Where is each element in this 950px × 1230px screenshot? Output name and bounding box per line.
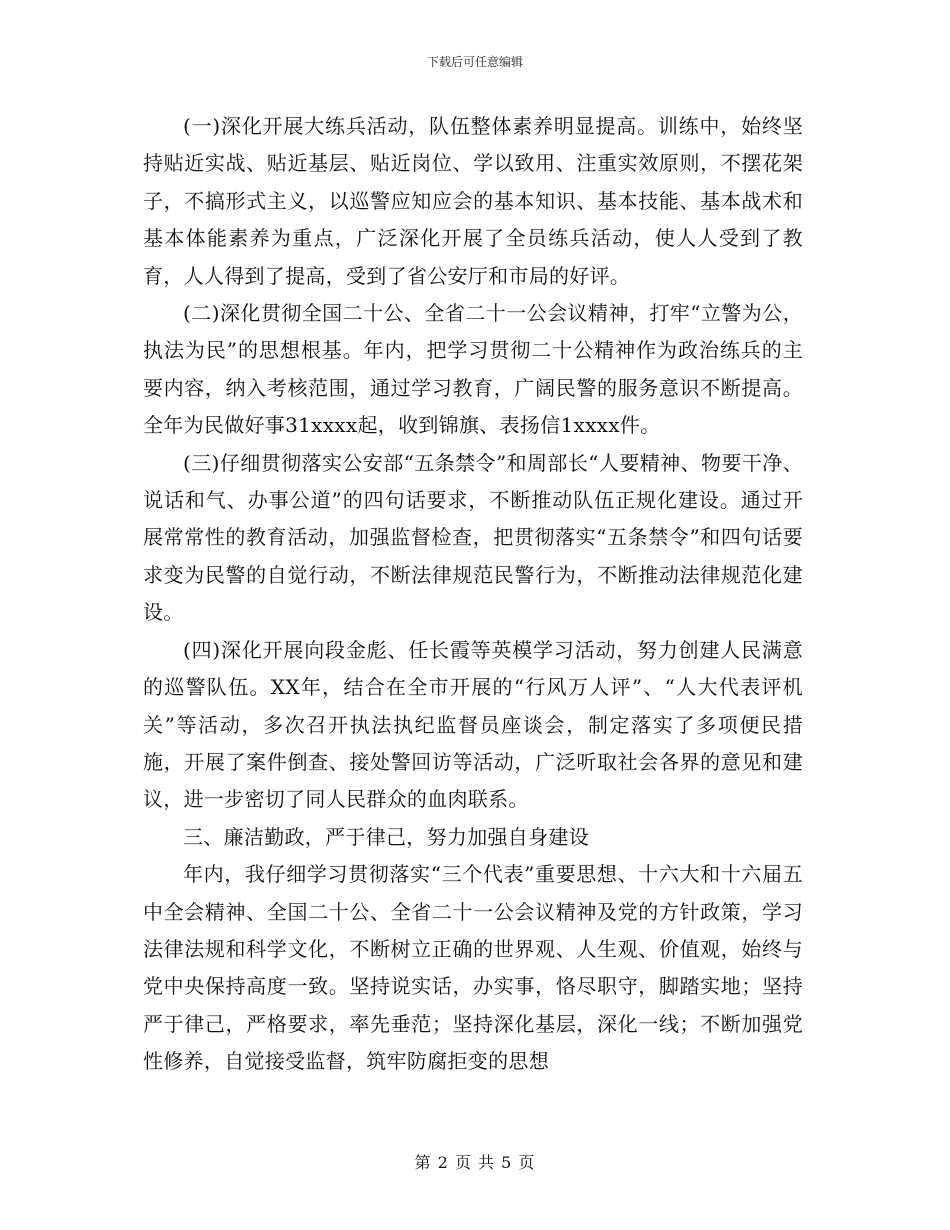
document-body	[143, 108, 803, 1081]
paragraph-1: (一)深化开展大练兵活动，队伍整体素养明显提高。训练中，始终坚持贴近实战、贴近基层、贴近岗位、学以致用、注重实效原则，不摆花架子，不搞形式主义，以巡警应知应会的基本知识、基本技能、基本战术和基本体能素养为重点，广泛深化开展了全员练兵活动，使人人受到了教育，人人得到了提高，受到了省公安厅和市局的好评。	[143, 114, 803, 288]
page-number: 第 2 页 共 5 页	[414, 1153, 536, 1172]
paragraph-5: 年内，我仔细学习贯彻落实“三个代表”重要思想、十六大和十六届五中全会精神、全国二十公、全省二十一公会议精神及党的方针政策，学习法律法规和科学文化，不断树立正确的世界观、人生观、价值观，始终与党中央保持高度一致。坚持说实话，办实事，恪尽职守，脚踏实地；坚持严于律己，严格要求，率先垂范；坚持深化基层，深化一线；不断加强党性修养，自觉接受监督，筑牢防腐拒变的思想	[143, 862, 803, 1074]
paragraph-3: (三)仔细贯彻落实公安部“五条禁令”和周部长“人要精神、物要干净、说话和气、办事公道”的四句话要求，不断推动队伍正规化建设。通过开展常常性的教育活动，加强监督检查，把贯彻落实“五条禁令”和四句话要求变为民警的自觉行动，不断法律规范民警行为，不断推动法律规范化建设。	[143, 450, 803, 625]
section-heading: 三、廉洁勤政，严于律己，努力加强自身建设	[183, 824, 589, 849]
paragraph-4: (四)深化开展向段金彪、任长霞等英模学习活动，努力创建人民满意的巡警队伍。XX年，结合在全市开展的“行风万人评”、“人大代表评机关”等活动，多次召开执法执纪监督员座谈会，制定落实了多项便民措施，开展了案件倒查、接处警回访等活动，广泛听取社会各界的意见和建议，进一步密切了同人民群众的血肉联系。	[143, 637, 803, 812]
header-note: 下载后可任意编辑	[426, 55, 523, 69]
paragraph-2: (二)深化贯彻全国二十公、全省二十一公会议精神，打牢“立警为公，执法为民”的思想根基。年内，把学习贯彻二十公精神作为政治练兵的主要内容，纳入考核范围，通过学习教育，广阔民警的服务意识不断提高。全年为民做好事31xxxx起，收到锦旗、表扬信1xxxx件。	[143, 301, 803, 438]
